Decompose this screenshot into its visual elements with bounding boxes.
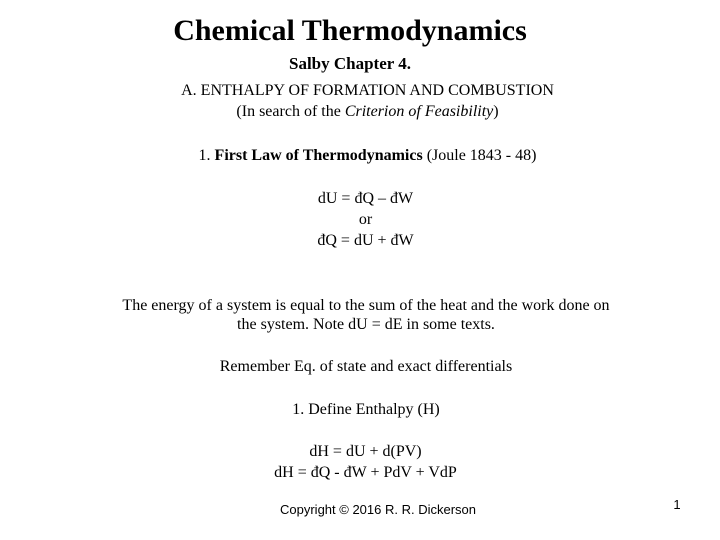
- section-a-heading: A. ENTHALPY OF FORMATION AND COMBUSTION: [181, 82, 554, 99]
- section-a-sub-open: (In search of the: [236, 103, 345, 120]
- remember-note: Remember Eq. of state and exact differentials: [219, 358, 513, 375]
- first-law-number: 1.: [198, 147, 215, 164]
- section-a-subheading: [0, 102, 720, 121]
- first-law-equation: dU = đQ – đW: [317, 190, 414, 207]
- criterion-of-feasibility: Criterion of Feasibility: [344, 103, 494, 120]
- enthalpy-equation-1: dH = dU + d(PV): [309, 443, 422, 460]
- first-law-citation: (Joule 1843 - 48): [422, 147, 537, 164]
- first-law-heading: [0, 146, 720, 165]
- slide-title: Chemical Thermodynamics: [173, 14, 527, 47]
- enthalpy-equation-2: dH = đQ - đW + PdV + VdP: [274, 464, 457, 481]
- copyright-footer: Copyright © 2016 R. R. Dickerson: [280, 502, 476, 517]
- first-law-equation-alt: đQ = dU + đW: [317, 232, 414, 249]
- energy-statement-line-1: The energy of a system is equal to the sum of the heat and the work done on: [122, 297, 610, 314]
- first-law-title: First Law of Thermodynamics: [214, 147, 423, 164]
- first-law-or: or: [358, 211, 373, 228]
- page-number: 1: [673, 497, 681, 512]
- section-a-sub-close: ): [493, 103, 499, 120]
- slide-subtitle: Salby Chapter 4.: [288, 54, 411, 73]
- energy-statement-line-2: the system. Note dU = dE in some texts.: [237, 316, 495, 333]
- define-enthalpy-heading: 1. Define Enthalpy (H): [292, 401, 440, 418]
